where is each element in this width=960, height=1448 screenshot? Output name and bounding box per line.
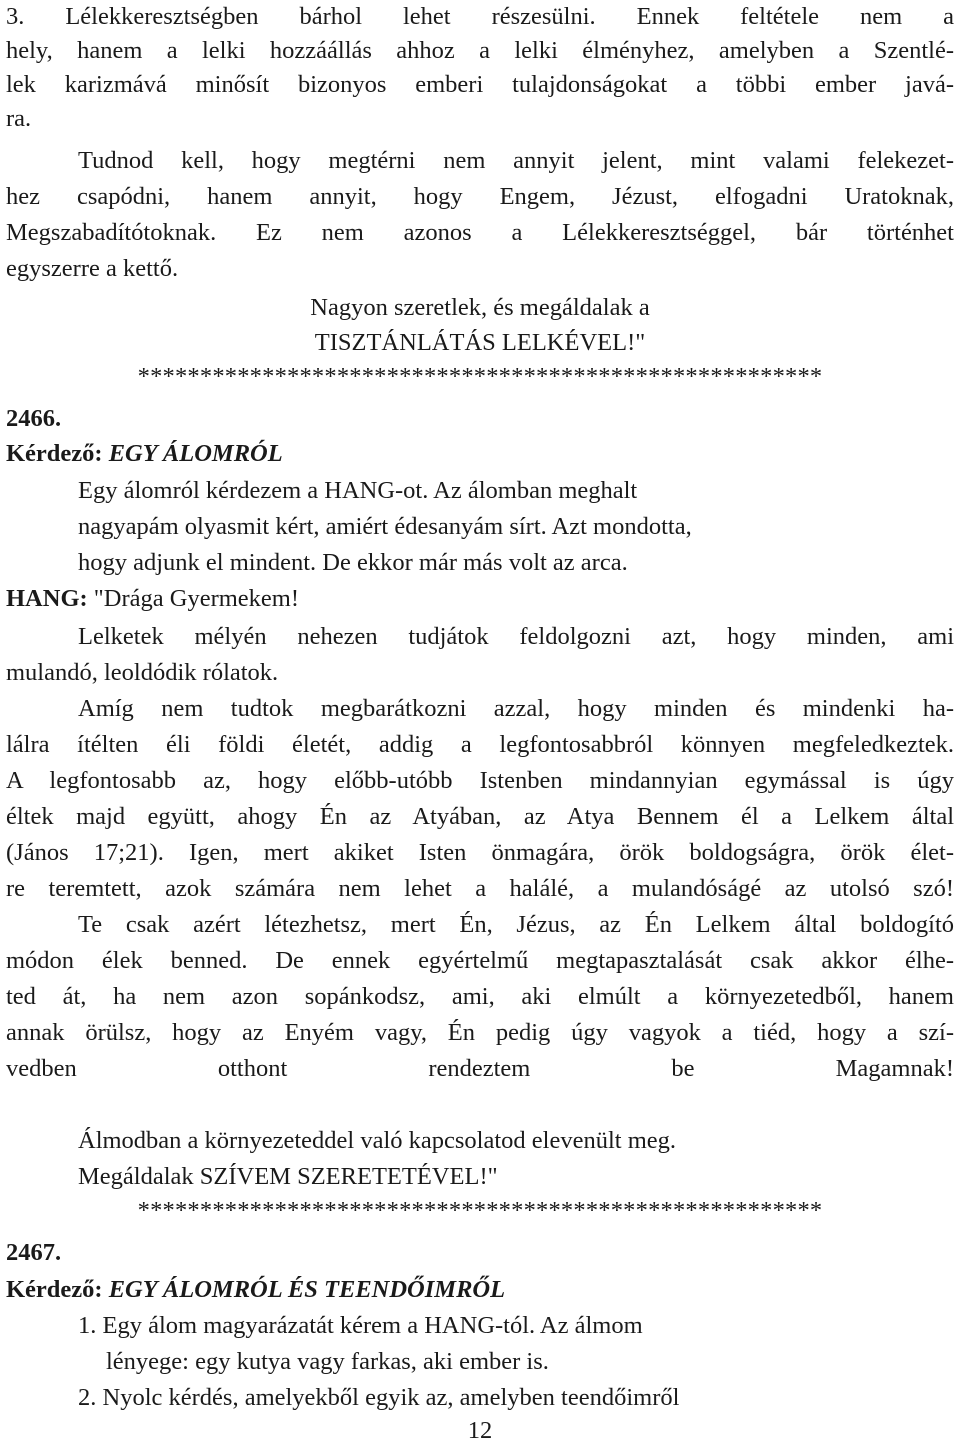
text-line: hely, hanem a lelki hozzáállás ahhoz a lelki élményhez, amelyben a Szentlé- bbox=[6, 37, 954, 64]
closing-line: Nagyon szeretlek, és megáldalak a bbox=[310, 294, 650, 321]
text-line: mulandó, leoldódik rólatok. bbox=[6, 659, 279, 686]
text-line: A legfontosabb az, hogy előbb-utóbb Istenben mindannyian egymással is úgy bbox=[6, 767, 954, 794]
answer-heading bbox=[6, 582, 954, 616]
answer-greeting: "Drága Gyermekem! bbox=[93, 585, 300, 612]
text-line: módon élek benned. De ennek egyértelmű megtapasztalását csak akkor élhe- bbox=[6, 947, 954, 974]
text-line bbox=[6, 1088, 954, 1122]
asker-label: Kérdező: bbox=[6, 1276, 103, 1303]
question-heading bbox=[6, 437, 954, 471]
question-title: EGY ÁLOMRÓL ÉS TEENDŐIMRŐL bbox=[108, 1276, 506, 1303]
separator: ******************************************************* bbox=[137, 363, 823, 390]
text-line: lek karizmává minősít bizonyos emberi tulajdonságokat a többi ember javá- bbox=[6, 71, 954, 98]
closing-line: TISZTÁNLÁTÁS LELKÉVEL!" bbox=[314, 329, 646, 356]
text-line: éltek majd együtt, ahogy Én az Atyában, az Atya Bennem él a Lelkem által bbox=[6, 803, 954, 830]
text-line: egyszerre a kettő. bbox=[6, 255, 179, 282]
question-line: hogy adjunk el mindent. De ekkor már más volt az arca. bbox=[78, 549, 628, 576]
text-line: 3. Lélekkeresztségben bárhol lehet részesülni. Ennek feltétele nem a bbox=[6, 3, 954, 30]
entry-number: 2466. bbox=[6, 405, 62, 432]
entry-number: 2467. bbox=[6, 1239, 62, 1266]
text-line: (János 17;21). Igen, mert akiket Isten önmagára, örök boldogságra, örök élet- bbox=[6, 839, 954, 866]
text-line: hez csapódni, hanem annyit, hogy Engem, Jézust, elfogadni Uratoknak, bbox=[6, 183, 954, 210]
text-line: re teremtett, azok számára nem lehet a halálé, a mulandóságé az utolsó szó! bbox=[6, 875, 954, 902]
question-line: Egy álomról kérdezem a HANG-ot. Az álomban meghalt bbox=[78, 477, 638, 504]
page-number: 12 bbox=[467, 1417, 493, 1444]
question-line: lényege: egy kutya vagy farkas, aki ember is. bbox=[106, 1348, 549, 1375]
text-line: Megáldalak SZÍVEM SZERETETÉVEL!" bbox=[78, 1163, 498, 1190]
text-line: ra. bbox=[6, 105, 32, 132]
text-line: Tudnod kell, hogy megtérni nem annyit jelent, mint valami felekezet- bbox=[78, 147, 954, 174]
question-line: nagyapám olyasmit kért, amiért édesanyám sírt. Azt mondotta, bbox=[78, 513, 692, 540]
text-line: Amíg nem tudtok megbarátkozni azzal, hogy minden és mindenki ha- bbox=[78, 695, 954, 722]
question-heading bbox=[6, 1273, 954, 1307]
text-line: Te csak azért létezhetsz, mert Én, Jézus, az Én Lelkem által boldogító bbox=[78, 911, 954, 938]
text-line: vedben otthont rendeztem be Magamnak! bbox=[6, 1055, 954, 1082]
text-line: lálra ítélten éli földi életét, addig a legfontosabbról könnyen megfeledkeztek. bbox=[6, 731, 954, 758]
text-line: Lelketek mélyén nehezen tudjátok feldolgozni azt, hogy minden, ami bbox=[78, 623, 954, 650]
question-line: 1. Egy álom magyarázatát kérem a HANG-tól. Az álmom bbox=[78, 1312, 643, 1339]
separator: ******************************************************* bbox=[137, 1197, 823, 1224]
text-line: annak örülsz, hogy az Enyém vagy, Én pedig úgy vagyok a tiéd, hogy a szí- bbox=[6, 1019, 954, 1046]
text-line: Álmodban a környezeteddel való kapcsolatod elevenült meg. bbox=[78, 1127, 677, 1154]
asker-label: Kérdező: bbox=[6, 440, 103, 467]
question-line: 2. Nyolc kérdés, amelyekből egyik az, amelyben teendőimről bbox=[78, 1384, 680, 1411]
text-line: Megszabadítótoknak. Ez nem azonos a Lélekkeresztséggel, bár történhet bbox=[6, 219, 954, 246]
answer-label: HANG: bbox=[6, 585, 88, 612]
question-title: EGY ÁLOMRÓL bbox=[108, 440, 283, 467]
text-line: ted át, ha nem azon sopánkodsz, ami, aki elmúlt a környezetedből, hanem bbox=[6, 983, 954, 1010]
